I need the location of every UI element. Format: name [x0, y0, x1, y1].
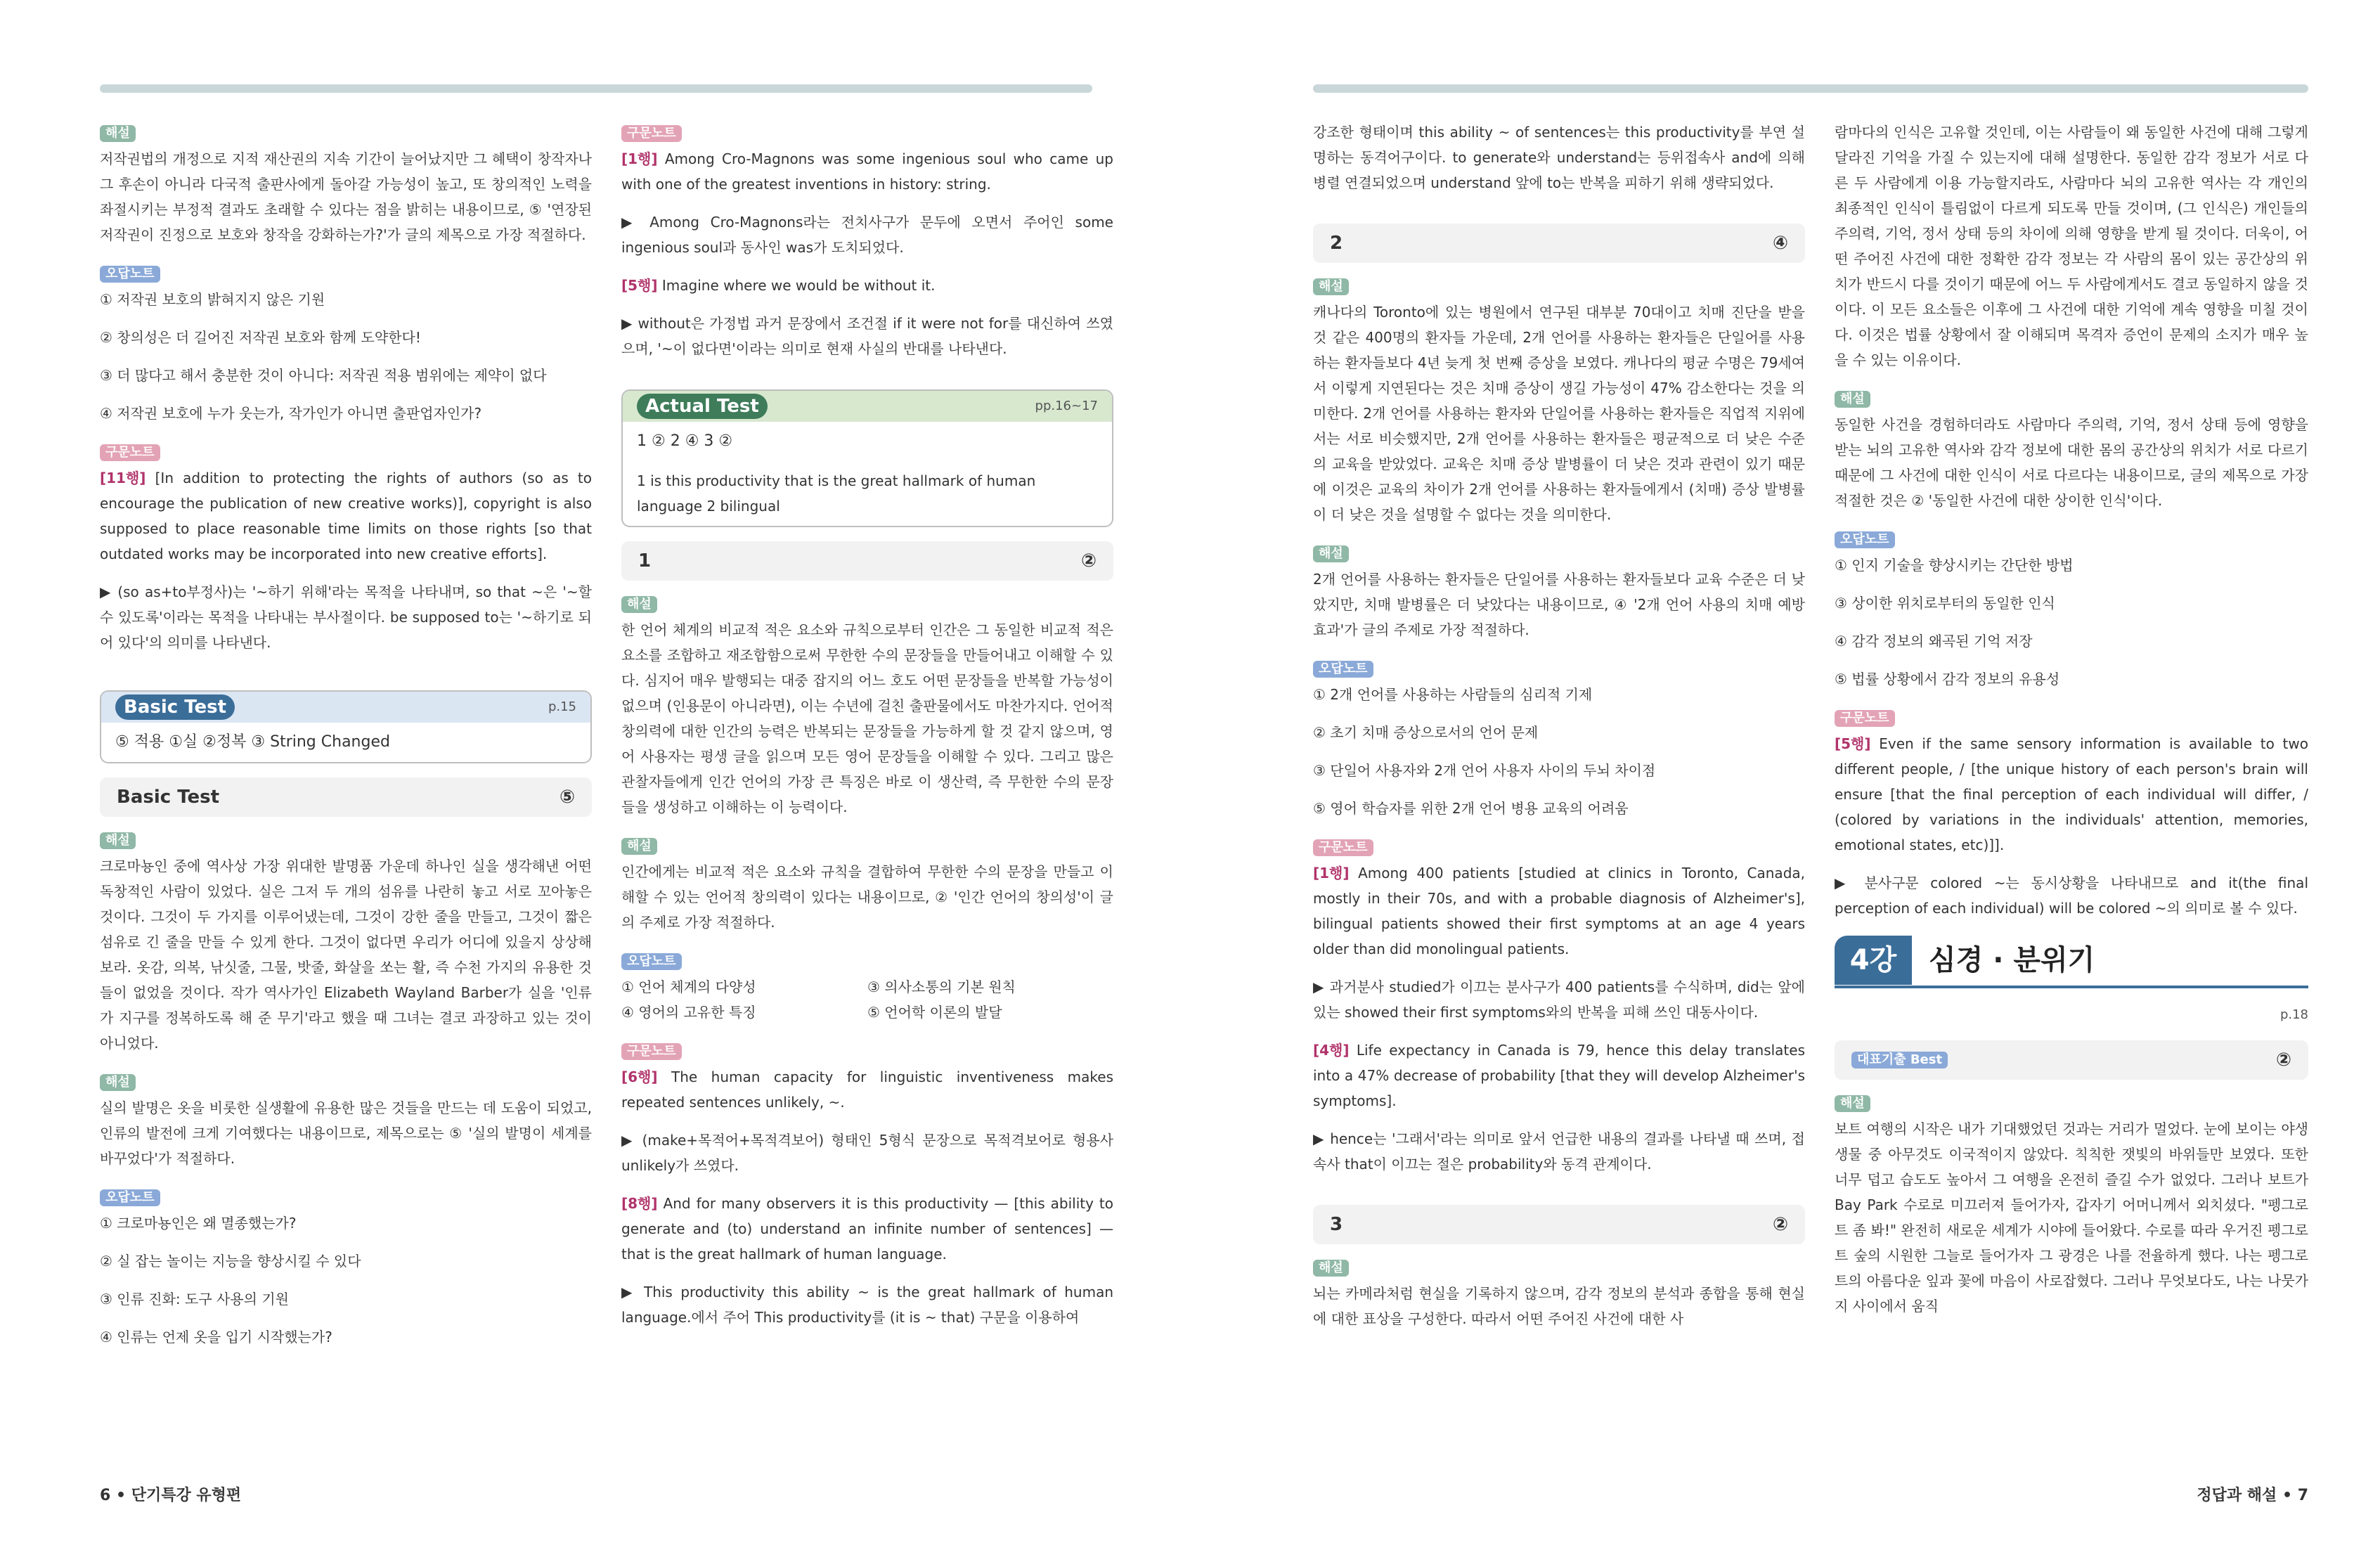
wrong-answer-item: ② 실 잡는 놀이는 지능을 향상시킬 수 있다	[100, 1253, 361, 1270]
line-tag: [4행]	[1313, 1042, 1350, 1059]
section-label: 오답노트	[621, 953, 682, 970]
right-top-bar	[1313, 84, 2308, 93]
continued-text: 강조한 형태이며 this ability ~ of sentences는 this productivity를 부연 설명하는 동격어구이다. to generate와 understand는 등위접속사 and에 의해 병렬 연결되었으며 understand 앞에 to는 반복을 피하기 위해 생략되었다.	[1313, 124, 1805, 191]
wrong-answer-item: ② 초기 치매 증상으로서의 언어 문제	[1313, 724, 1539, 741]
question-answer: ②	[1080, 550, 1097, 571]
wrong-answer-item: ④ 영어의 고유한 특징	[621, 1004, 756, 1021]
syntax-sentence: The human capacity for linguistic inventiveness makes repeated sentences unlikely, ~.	[621, 1068, 1113, 1111]
syntax-explanation: ▶ 과거분사 studied가 이끄는 분사구가 400 patients를 수식하며, did는 앞에 있는 showed their first symptoms와의 반복을 피해 쓰인 대동사이다.	[1313, 979, 1805, 1021]
question-answer: ②	[1772, 1214, 1788, 1235]
section-label: 오답노트	[1313, 661, 1373, 678]
syntax-sentence: [In addition to protecting the rights of authors (so as to encourage the publication of new creative works)], copyright is also supposed to place reasonable time limits on those rights [so that outdated works may be incorporated into new creative efforts].	[100, 470, 592, 562]
wrong-answer-item: ④ 인류는 언제 옷을 입기 시작했는가?	[100, 1329, 332, 1345]
wrong-answer-item: ① 2개 언어를 사용하는 사람들의 심리적 기제	[1313, 686, 1593, 703]
section-label: 해설	[100, 125, 136, 142]
syntax-explanation: ▶ (so as+to부정사)는 '~하기 위해'라는 목적을 나타내며, so that ~은 '~할 수 있도록'이라는 목적을 나타내는 부사절이다. be supposed to는 '~하기로 되어 있다'의 의미를 나타낸다.	[100, 583, 592, 651]
syntax-sentence: And for many observers it is this productivity — [this ability to generate and (to) understand an infinite number of sentences] — that is the great hallmark of human language.	[621, 1195, 1113, 1262]
left-column-2	[621, 120, 1113, 1455]
wrong-answer-item: ③ 의사소통의 기본 원칙	[867, 979, 1016, 995]
section-label: 해설	[100, 1074, 136, 1091]
section-label: 구문노트	[621, 1043, 682, 1060]
syntax-note	[621, 146, 1113, 197]
section-label: 오답노트	[100, 1189, 160, 1206]
syntax-explanation: ▶ This productivity this ability ~ is the great hallmark of human language.에서 주어 This productivity를 (it is ~ that) 구문을 이용하여	[621, 1284, 1113, 1326]
line-tag: [5행]	[621, 277, 658, 294]
explanation-text: 저작권법의 개정으로 지적 재산권의 지속 기간이 늘어났지만 그 혜택이 창작자나 그 후손이 아니라 다국적 출판사에게 돌아갈 가능성이 높고, 또 창의적인 노력을 좌절시키는 부정적 결과도 초래할 수 있다는 점을 밝히는 내용이므로, ⑤ '연장된 저작권이 진정으로 보호와 창작을 강화하는가?'가 글의 제목으로 가장 적절하다.	[100, 150, 592, 243]
section-label: 구문노트	[1313, 839, 1373, 856]
wrong-answer-item: ① 언어 체계의 다양성	[621, 979, 756, 995]
right-column-1	[1313, 120, 1805, 1455]
translation-text: 보트 여행의 시작은 내가 기대했었던 것과는 거리가 멀었다. 눈에 보이는 야생 생물 중 아무것도 이국적이지 않았다. 칙칙한 잿빛의 바위들만 보였다. 또한 너무 덥고 습도도 높아서 그 여행을 온전히 즐길 수가 없었다. 그러나 보트가 Bay Park 수로로 미끄러져 들어가자, 갑자기 어머니께서 외치셨다. "펭그로트 좀 봐!" 완전히 새로운 세계가 시야에 들어왔다. 수로를 따라 우거진 펭그로트 숲의 시원한 그늘로 들어가자 그 광경은 나를 전율하게 했다. 나는 펭그로트의 아름다운 잎과 꽃에 마음이 사로잡혔다. 그러나 무엇보다도, 나는 나뭇가지 사이에서 움직	[1835, 1120, 2308, 1315]
question-number: 2	[1330, 233, 1343, 254]
syntax-sentence: Among 400 patients [studied at clinics in Toronto, Canada, mostly in their 70s, and with a probable diagnosis of Alzheimer's], bilingual patients showed their first symptoms at an age 4 years older than did monolingual patients.	[1313, 865, 1805, 957]
question-header	[1313, 224, 1805, 263]
line-tag: [5행]	[1835, 735, 1871, 752]
left-page-footer: 6 • 단기특강 유형편	[100, 1487, 242, 1504]
syntax-note	[621, 1191, 1113, 1267]
syntax-note	[1313, 860, 1805, 962]
section-label: 오답노트	[100, 266, 160, 283]
question-header	[621, 541, 1113, 581]
lesson-title: 심경 · 분위기	[1929, 944, 2095, 976]
explanation-text: 인간에게는 비교적 적은 요소와 규칙을 결합하여 무한한 수의 문장을 만들고 이해할 수 있는 언어적 창의력이 있다는 내용이므로, ② '인간 언어의 창의성'이 글의 주제로 가장 적절하다.	[621, 863, 1113, 931]
wrong-answer-grid	[621, 974, 1113, 1025]
wrong-answer-item: ③ 단일어 사용자와 2개 언어 사용자 사이의 두뇌 차이점	[1313, 762, 1656, 779]
wrong-answer-item: ④ 감각 정보의 왜곡된 기억 저장	[1835, 633, 2033, 650]
question-answer: ④	[1772, 233, 1788, 254]
syntax-note	[621, 273, 1113, 298]
explanation-text: 2개 언어를 사용하는 환자들은 단일어를 사용하는 환자들보다 교육 수준은 더 낮았지만, 치매 발병률은 더 낮았다는 내용이므로, ④ '2개 언어 사용의 치매 예방 효과'가 글의 주제로 가장 적절하다.	[1313, 571, 1805, 638]
lesson-page-ref: p.18	[2279, 1007, 2308, 1022]
representative-label: 대표기출 Best	[1851, 1052, 1948, 1068]
actual-test-head	[623, 391, 1112, 422]
section-label: 해설	[1835, 391, 1870, 408]
syntax-explanation: ▶ (make+목적어+목적격보어) 형태인 5형식 문장으로 목적격보어로 형용사 unlikely가 쓰였다.	[621, 1132, 1113, 1174]
syntax-note	[621, 1064, 1113, 1115]
page-ref: p.15	[548, 699, 576, 714]
left-top-bar	[100, 84, 1092, 93]
question-header	[1313, 1205, 1805, 1244]
section-label: 해설	[1313, 545, 1349, 562]
translation-text: 뇌는 카메라처럼 현실을 기록하지 않으며, 감각 정보의 분석과 종합을 통해 현실에 대한 표상을 구성한다. 따라서 어떤 주어진 사건에 대한 사	[1313, 1285, 1805, 1327]
section-label: 해설	[100, 832, 136, 849]
wrong-answer-item: ⑤ 영어 학습자를 위한 2개 언어 병용 교육의 어려움	[1313, 800, 1629, 817]
explanation-text: 동일한 사건을 경험하더라도 사람마다 주의력, 기억, 정서 상태 등에 영향을 받는 뇌의 고유한 역사와 감각 정보에 대한 몸의 공간상의 위치가 서로 다르기 때문에 그 사건에 대한 인식이 서로 다르다는 내용이므로, 글의 제목으로 가장 적절한 것은 ② '동일한 사건에 대한 상이한 인식'이다.	[1835, 416, 2308, 509]
actual-test-subjective: 1 is this productivity that is the great hallmark of human language 2 bilingual	[637, 472, 1036, 515]
section-label: 해설	[1835, 1095, 1870, 1112]
section-label: 해설	[1313, 1260, 1349, 1277]
line-tag: [1행]	[1313, 865, 1350, 881]
wrong-answer-item: ② 창의성은 더 길어진 저작권 보호와 함께 도약한다!	[100, 329, 421, 346]
wrong-answer-item: ④ 저작권 보호에 누가 웃는가, 작가인가 아니면 출판업자인가?	[100, 405, 482, 422]
section-label: 구문노트	[621, 125, 682, 142]
translation-text: 캐나다의 Toronto에 있는 병원에서 연구된 대부분 70대이고 치매 진단을 받을 것 같은 400명의 환자들 가운데, 2개 언어를 사용하는 환자들은 단일어를 사용하는 환자들보다 4년 늦게 첫 번째 증상을 보였다. 캐나다의 평균 수명은 79세여서 이렇게 지연된다는 것은 치매 증상이 생길 가능성이 47% 감소한다는 것을 의미한다. 2개 언어를 사용하는 환자와 단일어를 사용하는 환자들은 직업적 지위에서는 서로 비슷했지만, 2개 언어를 사용하는 환자들은 평균적으로 더 낮은 수준의 교육을 받았었다. 교육은 치매 증상 발병률이 더 낮은 것과 관련이 있기 때문에 이것은 교육의 차이가 2개 언어를 사용하는 환자들에게서 (치매) 증상 발병률이 더 낮은 것을 설명할 수 없다는 것을 의미한다.	[1313, 304, 1805, 523]
lesson-header	[1835, 935, 2308, 988]
syntax-sentence: Life expectancy in Canada is 79, hence this delay translates into a 47% decrease of probability [that they will develop Alzheimer's symptoms].	[1313, 1042, 1805, 1109]
basic-test-box	[100, 690, 592, 763]
wrong-answer-item: ⑤ 법률 상황에서 감각 정보의 유용성	[1835, 671, 2060, 687]
wrong-answer-item: ③ 더 많다고 해서 충분한 것이 아니다: 저작권 적용 범위에는 제약이 없다	[100, 367, 547, 384]
question-number: 3	[1330, 1214, 1343, 1235]
continued-text: 람마다의 인식은 고유할 것인데, 이는 사람들이 왜 동일한 사건에 대해 그렇게 달라진 기억을 가질 수 있는지에 대해 설명한다. 동일한 감각 정보가 서로 다른 두 사람에게 이용 가능할지라도, 사람마다 뇌의 고유한 역사는 각 개인의 최종적인 인식이 틀림없이 다르게 되도록 만들 것이며, (그 인식은) 개인들의 주의력, 기억, 정서 상태 등의 차이에 의해 영향을 받게 될 것이다. 더욱이, 어떤 주어진 사건에 대한 정확한 감각 정보는 각 사람의 몸이 있는 공간상의 위치가 반드시 다를 것이기 때문에 어느 두 사람에게서도 결코 동일하지 않을 것이다. 이 모든 요소들은 이후에 그 사건에 대한 기억에 계속 영향을 미칠 것이다. 이것은 법률 상황에서 잘 이해되며 목격자 증언이 문제의 소지가 매우 높을 수 있는 이유이다.	[1835, 124, 2308, 368]
right-page-footer: 정답과 해설 • 7	[2197, 1487, 2308, 1504]
basic-test-head	[101, 692, 590, 723]
wrong-answer-item: ③ 인류 진화: 도구 사용의 기원	[100, 1291, 289, 1307]
question-header	[1835, 1040, 2308, 1080]
section-label: 해설	[621, 838, 657, 855]
question-title: Basic Test	[117, 787, 220, 808]
line-tag: [11행]	[100, 470, 146, 486]
right-column-2	[1835, 120, 2308, 1455]
syntax-note	[1313, 1038, 1805, 1113]
section-label: 오답노트	[1835, 531, 1895, 548]
explanation-text: 실의 발명은 옷을 비롯한 실생활에 유용한 많은 것들을 만드는 데 도움이 되었고, 인류의 발전에 크게 기여했다는 내용이므로, 제목으로는 ⑤ '실의 발명이 세계를 바꾸었다'가 적절하다.	[100, 1099, 592, 1167]
syntax-explanation: ▶ hence는 '그래서'라는 의미로 앞서 언급한 내용의 결과를 나타낼 때 쓰며, 접속사 that이 이끄는 절은 probability와 동격 관계이다.	[1313, 1130, 1805, 1173]
translation-text: 한 언어 체계의 비교적 적은 요소와 규칙으로부터 인간은 그 동일한 비교적 적은 요소를 조합하고 재조합함으로써 무한한 수의 문장들을 만들어내고 이해할 수 있다. 심지어 매우 발행되는 대중 잡지의 어느 호도 어떤 문장들을 반복할 가능성이 없으며 (인용문이 아니라면), 이는 수년에 걸친 출판물에서도 마찬가지다. 언어적 창의력에 대한 인간의 능력은 반복되는 문장들을 가능하게 할 것 같지 않으며, 영어 사용자는 평생 글을 읽으며 모든 영어 문장들을 이해할 수 있다. 그리고 많은 관찰자들에게 인간 언어의 가장 큰 특징은 바로 이 생산력, 즉 무한한 수의 문장들을 생성하고 이해하는 이 능력이다.	[621, 621, 1113, 815]
line-tag: [1행]	[621, 150, 658, 167]
question-header	[100, 777, 592, 817]
syntax-explanation: ▶ Among Cro-Magnons라는 전치사구가 문두에 오면서 주어인 some ingenious soul과 동사인 was가 도치되었다.	[621, 214, 1113, 256]
question-answer: ⑤	[559, 787, 575, 808]
syntax-note	[100, 465, 592, 567]
basic-test-answers: ⑤ 적용 ①실 ②정복 ③ String Changed	[115, 733, 390, 751]
syntax-sentence: Imagine where we would be without it.	[661, 277, 936, 294]
section-label: 해설	[1313, 278, 1349, 295]
page-ref: pp.16~17	[1035, 399, 1098, 413]
lesson-number: 4강	[1835, 936, 1912, 985]
wrong-answer-item: ⑤ 언어학 이론의 발달	[867, 1004, 1002, 1021]
syntax-sentence: Among Cro-Magnons was some ingenious soul who came up with one of the greatest inventions in history: string.	[621, 150, 1113, 193]
line-tag: [6행]	[621, 1068, 658, 1085]
question-answer: ②	[2275, 1050, 2291, 1071]
line-tag: [8행]	[621, 1195, 658, 1212]
section-label: 구문노트	[100, 444, 160, 461]
actual-test-box	[621, 389, 1113, 527]
translation-text: 크로마뇽인 중에 역사상 가장 위대한 발명품 가운데 하나인 실을 생각해낸 어떤 독창적인 사람이 있었다. 실은 그저 두 개의 섬유를 나란히 놓고 서로 꼬아놓은 것이다. 그것이 두 가지를 이루어냈는데, 그것이 강한 줄을 만들고, 그것이 짧은 섬유로 긴 줄을 만들 수 있게 한다. 그것이 없다면 우리가 어디에 있을지 상상해보라. 옷감, 의복, 낚싯줄, 그물, 밧줄, 화살을 쏘는 활, 즉 수천 가지의 유용한 것들이 없었을 것이다. 작가 역사가인 Elizabeth Wayland Barber가 실을 '인류가 지구를 정복하도록 해 준 무기'라고 했을 때 그녀는 결코 과장하고 있는 것이 아니었다.	[100, 858, 592, 1052]
section-label: 구문노트	[1835, 710, 1895, 727]
syntax-sentence: Even if the same sensory information is available to two different people, / [the unique history of each person's brain will ensure [that the final perception of each individual will differ, / (colored by variations in the individuals' attention, memories, emotional states, etc)]].	[1835, 735, 2308, 853]
left-column-1	[100, 120, 592, 1455]
syntax-explanation: ▶ without은 가정법 과거 문장에서 조건절 if it were not for를 대신하여 쓰였으며, '~이 없다면'이라는 의미로 현재 사실의 반대를 나타낸다.	[621, 315, 1113, 357]
basic-test-title: Basic Test	[115, 695, 235, 720]
syntax-explanation: ▶ 분사구문 colored ~는 동시상황을 나타내므로 and it(the final perception of each individual) will be colored ~의 의미로 볼 수 있다.	[1835, 874, 2308, 917]
wrong-answer-item: ① 크로마뇽인은 왜 멸종했는가?	[100, 1215, 297, 1232]
question-number: 1	[638, 550, 652, 571]
wrong-answer-item: ① 인지 기술을 향상시키는 간단한 방법	[1835, 557, 2074, 574]
wrong-answer-item: ① 저작권 보호의 밝혀지지 않은 기원	[100, 291, 325, 308]
actual-test-answers: 1 ② 2 ④ 3 ②	[637, 432, 733, 450]
wrong-answer-item: ③ 상이한 위치로부터의 동일한 인식	[1835, 595, 2055, 612]
section-label: 해설	[621, 596, 657, 613]
syntax-note	[1835, 731, 2308, 858]
actual-test-title: Actual Test	[637, 394, 768, 419]
